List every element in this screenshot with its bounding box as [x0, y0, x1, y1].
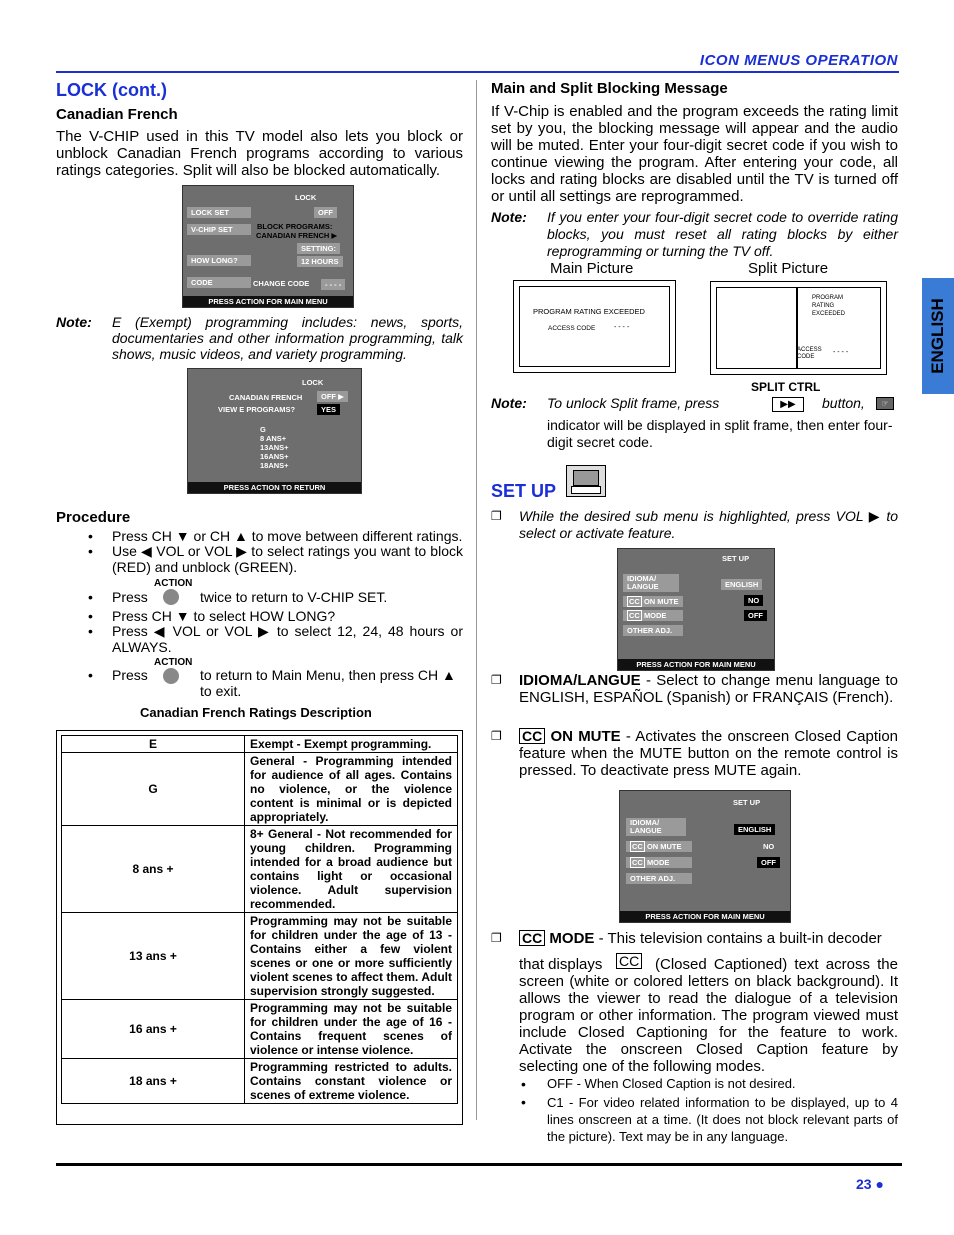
column-divider	[476, 80, 477, 1120]
rating-13: 13ANS+	[260, 443, 289, 452]
bullet-dot: •	[88, 623, 93, 639]
action-label: ACTION	[154, 657, 193, 668]
split-left-screen	[716, 287, 798, 369]
rating-exceeded-msg: PROGRAM RATING EXCEEDED	[533, 307, 645, 316]
bullet-dot: •	[521, 1094, 526, 1110]
table-row	[62, 826, 458, 913]
press-label: Press	[112, 589, 148, 605]
mode-value: OFF	[744, 610, 767, 621]
mode-option-off: OFF - When Closed Caption is not desired.	[547, 1076, 796, 1091]
canadian-french-heading: Canadian French	[56, 106, 178, 123]
rating-code: 13 ans +	[62, 913, 245, 1000]
cc-icon: CC	[629, 611, 640, 620]
rating-g: G	[260, 425, 266, 434]
setting-label: SETTING:	[297, 243, 340, 254]
rating-description: Exempt - Exempt programming.	[245, 736, 458, 753]
split-access-line: ACCESS	[797, 347, 822, 353]
main-picture-label: Main Picture	[550, 260, 634, 277]
rating-description: 8+ General - Not recommended for young children. Programming intended for a broad audience but contains light or occasional violence. Adult supervision recommended.	[245, 826, 458, 913]
procedure-step-6: to return to Main Menu, then press CH ▲ to exit.	[200, 667, 456, 699]
split-msg-line: EXCEEDED	[812, 311, 846, 317]
lock-menu-screen	[182, 185, 354, 308]
mode-text-b: that displays	[519, 956, 603, 973]
on-mute-desc	[519, 728, 898, 779]
table-row	[62, 1000, 458, 1059]
action-label: ACTION	[154, 578, 193, 589]
mode-label: MODE	[643, 611, 667, 620]
fast-forward-icon: ▶▶	[772, 397, 804, 412]
menu-title: SET UP	[722, 554, 750, 563]
cc-icon: CC	[632, 842, 643, 851]
setup-menu-screen	[617, 548, 775, 671]
footer-rule	[56, 1163, 902, 1166]
cf-value: OFF ▶	[317, 391, 348, 402]
procedure-step-1: Press CH ▼ or CH ▲ to move between different ratings.	[112, 528, 463, 544]
language-value: ENGLISH	[734, 824, 775, 835]
split-access-line: CODE	[797, 354, 815, 360]
split-picture-frame	[710, 281, 887, 375]
press-label: Press	[112, 667, 148, 683]
menu-footer: PRESS ACTION FOR MAIN MENU	[620, 911, 790, 922]
table-row	[62, 1059, 458, 1104]
cc-icon: CC	[629, 597, 640, 606]
rating-description: Programming may not be suitable for children under the age of 13 - Contains either a few violent scenes or one or more sufficiently violent scenes to affect them. Adult supervision strongly suggested.	[245, 913, 458, 1000]
on-mute-label: ON MUTE	[646, 842, 682, 851]
note-label: Note:	[56, 314, 92, 330]
hand-indicator-icon: ☞	[876, 397, 894, 410]
view-e-value: YES	[317, 404, 340, 415]
split-msg-line: RATING	[812, 303, 835, 309]
mode-text-c: (Closed Captioned) text across the screen (white or colored letters on black background). It allows the viewer to read the dialogue of a television program or other information. The program viewed must include Closed Captioning for the feature to work. Activate the onscreen Closed Caption feature by selecting one of the following modes.	[519, 956, 898, 1075]
on-mute-label: ON MUTE	[643, 597, 679, 606]
mode-label: MODE	[549, 930, 595, 947]
menu-footer: PRESS ACTION FOR MAIN MENU	[183, 296, 353, 307]
menu-item-idioma: IDIOMA/ LANGUE	[626, 818, 686, 836]
menu-footer: PRESS ACTION TO RETURN	[188, 482, 361, 493]
action-button-icon	[163, 589, 179, 605]
canadian-french-label: CANADIAN FRENCH	[229, 393, 303, 402]
canadian-french-option: CANADIAN FRENCH ▶	[256, 231, 338, 240]
bullet-dot: •	[88, 589, 93, 605]
mode-desc-a	[519, 930, 898, 947]
rating-code: 18 ans +	[62, 1059, 245, 1104]
on-mute-value: NO	[763, 842, 775, 851]
page-number: 23 ●	[856, 1176, 884, 1192]
setup-intro: While the desired sub menu is highlighted, press VOL ▶ to select or activate feature.	[519, 508, 898, 541]
split-rating-msg	[812, 294, 845, 318]
menu-item-on-mute	[623, 596, 683, 607]
idioma-label: IDIOMA/LANGUE	[519, 672, 641, 689]
table-row	[62, 753, 458, 826]
rating-description: General - Programming intended for audience of all ages. Contains no violence, or the violence content is minimal or is depicted appropriately.	[245, 753, 458, 826]
procedure-step-3: twice to return to V-CHIP SET.	[200, 589, 388, 605]
note-text: E (Exempt) programming includes: news, sports, documentaries and other information programming, talk shows, music videos, and variety programming.	[112, 314, 463, 362]
menu-item-code: CODE	[187, 277, 251, 288]
menu-item-how-long: HOW LONG?	[187, 255, 251, 266]
checkbox-icon: ❐	[491, 931, 502, 945]
note2-text-c: indicator will be displayed in split frame, then enter four-digit secret code.	[547, 417, 893, 450]
cc-icon: CC	[616, 953, 642, 969]
bullet-dot: •	[88, 528, 93, 544]
split-ctrl-label: SPLIT CTRL	[751, 380, 821, 394]
language-tab-label: ENGLISH	[928, 298, 947, 374]
on-mute-value: NO	[744, 595, 763, 606]
rating-18: 18ANS+	[260, 461, 289, 470]
canadian-french-menu-screen	[187, 368, 362, 494]
menu-item-other-adj: OTHER ADJ.	[623, 625, 683, 636]
on-mute-label: ON MUTE	[550, 728, 621, 745]
menu-item-lock-set: LOCK SET	[187, 207, 251, 218]
note2-text-b: button,	[822, 395, 865, 411]
mode-value: OFF	[757, 857, 780, 868]
code-value: - - - -	[321, 279, 345, 290]
ratings-table	[61, 735, 458, 1104]
procedure-heading: Procedure	[56, 509, 131, 526]
mode-option-c1: C1 - For video related information to be displayed, up to 4 lines onscreen at a time. (It does not block relevant parts of the picture). Text may be in any language.	[547, 1095, 898, 1144]
main-picture-screen	[519, 286, 670, 367]
rating-description: Programming restricted to adults. Contains constant violence or scenes of extreme violence.	[245, 1059, 458, 1104]
checkbox-icon: ❐	[491, 673, 502, 687]
change-code-label: CHANGE CODE	[253, 279, 310, 288]
menu-title: LOCK	[295, 193, 317, 202]
header-rule	[56, 71, 899, 73]
idioma-desc	[519, 672, 898, 706]
block-programs-label: BLOCK PROGRAMS:	[257, 222, 333, 231]
procedure-step-5: Press ◀ VOL or VOL ▶ to select 12, 24, 48 hours or ALWAYS.	[112, 623, 463, 655]
bullet-dot: •	[521, 1076, 526, 1092]
cc-icon: CC	[519, 728, 545, 744]
on-mute-text: - Activates the onscreen Closed Caption feature when the MUTE button on the remote control is pressed. To deactivate press MUTE again.	[519, 728, 898, 779]
idioma-text: - Select to change menu language to ENGLISH, ESPAÑOL (Spanish) or FRANÇAIS (French).	[519, 672, 898, 706]
setup-title: SET UP	[491, 481, 557, 501]
menu-item-mode	[623, 610, 683, 621]
setup-icon	[566, 465, 606, 497]
procedure-step-4: Press CH ▼ to select HOW LONG?	[112, 608, 336, 624]
table-row	[62, 913, 458, 1000]
cc-icon: CC	[519, 930, 545, 946]
bullet-dot: •	[88, 543, 93, 559]
main-picture-frame	[513, 280, 676, 373]
setup-menu-screen-2	[619, 790, 791, 923]
section-header: ICON MENUS OPERATION	[699, 52, 898, 69]
checkbox-icon: ❐	[491, 509, 502, 523]
lock-cont-title: LOCK (cont.)	[56, 80, 167, 100]
note2-text-a: To unlock Split frame, press	[547, 395, 720, 411]
menu-title: LOCK	[302, 378, 324, 387]
ratings-table-caption: Canadian French Ratings Description	[140, 705, 372, 720]
menu-item-on-mute	[626, 841, 692, 852]
access-code-label: ACCESS CODE	[548, 325, 596, 332]
split-access-code	[797, 347, 822, 361]
rating-description: Programming may not be suitable for children under the age of 16 - Contains frequent scenes of violence or intense violence.	[245, 1000, 458, 1059]
menu-title: SET UP	[733, 798, 761, 807]
mode-text-a: - This television contains a built-in decoder	[598, 930, 882, 947]
note-label: Note:	[491, 395, 527, 411]
menu-item-other-adj: OTHER ADJ.	[626, 873, 692, 884]
rating-16: 16ANS+	[260, 452, 289, 461]
language-value: ENGLISH	[721, 579, 762, 590]
blocking-text: If V-Chip is enabled and the program exceeds the rating limit set by you, the blocking message will appear and the audio will be muted. Enter your four-digit secret code if you wish to continue viewing the program. After entering your code, all locks and rating blocks are disabled until the TV is turned off or until all settings are reprogrammed.	[491, 103, 898, 205]
split-picture-label: Split Picture	[748, 260, 829, 277]
rating-code: E	[62, 736, 245, 753]
rating-code: 16 ans +	[62, 1000, 245, 1059]
note-text: If you enter your four-digit secret code to override rating blocks, you must reset all rating blocks by either reprogramming or turning the TV off.	[547, 209, 898, 259]
split-dashes: - - - -	[833, 349, 849, 356]
lock-set-value: OFF	[314, 207, 337, 218]
view-e-label: VIEW E PROGRAMS?	[218, 405, 296, 414]
mode-label: MODE	[646, 858, 670, 867]
ratings-table-frame	[56, 730, 463, 1125]
menu-item-mode	[626, 857, 692, 868]
split-msg-line: PROGRAM	[812, 295, 844, 301]
rating-code: G	[62, 753, 245, 826]
rating-8: 8 ANS+	[260, 434, 287, 443]
cc-icon: CC	[632, 858, 643, 867]
bullet-dot: •	[88, 608, 93, 624]
canadian-french-text: The V-CHIP used in this TV model also lets you block or unblock Canadian French programs according to various ratings categories. Split will also be blocked automatically.	[56, 128, 463, 179]
menu-item-idioma: IDIOMA/ LANGUE	[623, 574, 679, 592]
table-row	[62, 736, 458, 753]
access-code-dashes: - - - -	[614, 324, 630, 331]
bullet-dot: •	[88, 667, 93, 683]
language-tab	[922, 278, 954, 394]
procedure-step-2: Use ◀ VOL or VOL ▶ to select ratings you want to block (RED) and unblock (GREEN).	[112, 543, 463, 575]
action-button-icon	[163, 668, 179, 684]
split-right-screen	[796, 287, 881, 369]
rating-code: 8 ans +	[62, 826, 245, 913]
menu-footer: PRESS ACTION FOR MAIN MENU	[618, 659, 774, 670]
blocking-heading: Main and Split Blocking Message	[491, 80, 728, 97]
menu-item-vchip-set: V-CHIP SET	[187, 224, 251, 235]
checkbox-icon: ❐	[491, 729, 502, 743]
note-label: Note:	[491, 209, 527, 225]
setting-value: 12 HOURS	[297, 256, 343, 267]
